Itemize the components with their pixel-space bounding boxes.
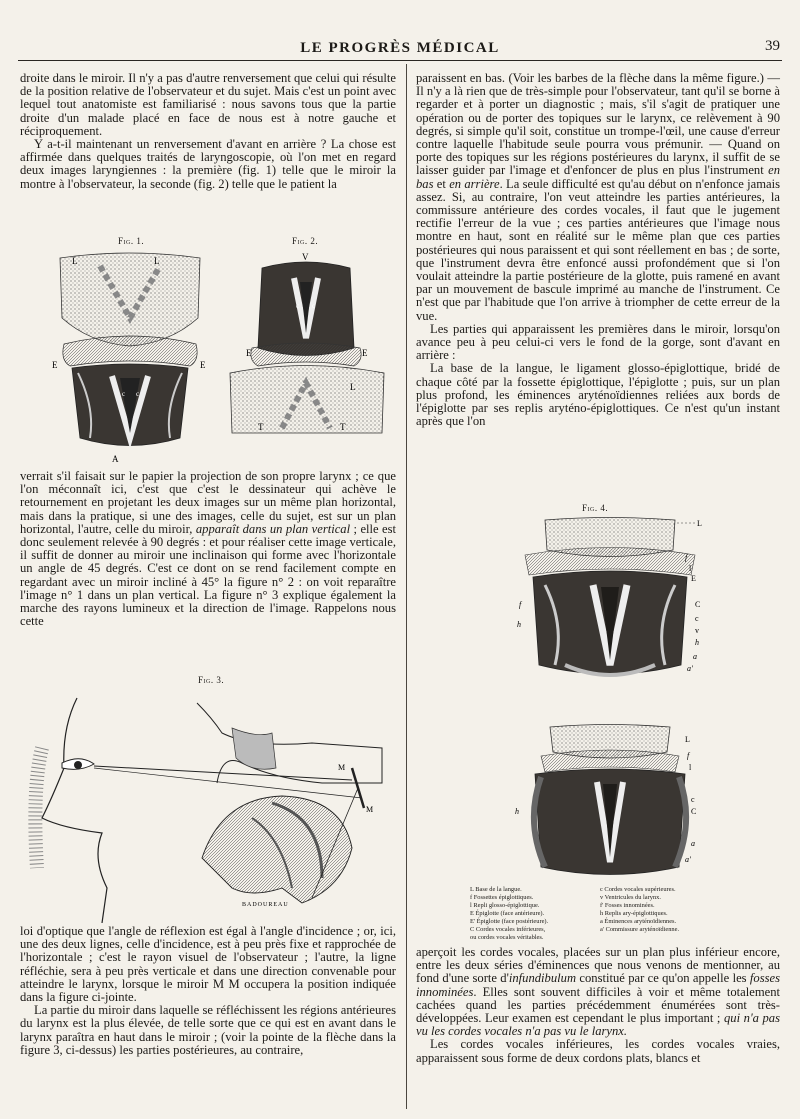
fig3-caption: Fig. 3. xyxy=(198,675,225,685)
fig-label: a' xyxy=(687,664,693,673)
legend-item: E Épiglotte (face antérieure). xyxy=(470,910,545,917)
figure-4-larynx-view-b xyxy=(505,722,720,882)
emphasis: en bas xyxy=(416,163,780,191)
fig-label: L xyxy=(350,382,356,392)
legend-item: ou cordes vocales véritables. xyxy=(470,934,544,941)
fig4-caption: Fig. 4. xyxy=(582,503,609,513)
emphasis: apparaît dans un plan vertical xyxy=(195,521,351,536)
emphasis: infundibulum xyxy=(508,971,577,986)
page-number: 39 xyxy=(765,38,780,54)
fig-label: L xyxy=(72,256,78,266)
fig-label: T xyxy=(258,422,264,432)
fig-label: h xyxy=(515,807,519,816)
journal-title: LE PROGRÈS MÉDICAL xyxy=(300,40,500,56)
paragraph: La base de la langue, le ligament glosso-épiglottique, bridé de chaque côté par la fossette épiglottique, l'épiglotte ; puis, sur un plan plus profond, les éminences aryténoïdiennes reliées aux bords de l'épiglotte par ses replis aryténo-épiglottiques. Ce n'est qu'un instant après que l'on xyxy=(416,361,780,429)
legend-item: h Replis ary-épiglottiques. xyxy=(600,910,668,917)
fig-label: c xyxy=(136,390,140,398)
fig-label: f xyxy=(687,751,690,760)
fig-label: v xyxy=(695,626,699,635)
legend-left-column xyxy=(470,886,548,942)
fig-label: f xyxy=(519,600,522,609)
paragraph: aperçoit les cordes vocales, placées sur un plan plus inférieur encore, entre les deux séries d'éminences que nous venons de mentionner, au fond d'une sorte d'infundibulum constitué par ce qu'on appelle les fosses innominées. Elles sont souvent difficiles à voir et même totalement cachées quand les parties précédemment énumérées sont très-développées. Leur examen est cependant le plus important ; qui n'a pas vu les cordes vocales n'a pas vu le larynx. xyxy=(416,945,781,1039)
fig-label: M xyxy=(366,805,374,814)
fig-label: c xyxy=(312,302,316,310)
paragraph: Y a-t-il maintenant un renversement d'avant en arrière ? La chose est affirmée dans quelques traités de laryngoscopie, où l'on met en regard deux images laryngiennes : la première (fig. 1) telle que le miroir la montre à l'observateur, la seconde (fig. 2) telle que le patient la xyxy=(20,137,396,191)
fig-label: L xyxy=(697,519,702,528)
right-column-top xyxy=(416,72,780,428)
legend-item: f' Fosses innominées. xyxy=(600,902,655,909)
fig1-caption: Fig. 1. xyxy=(118,236,145,246)
figure-1-laryngeal-image xyxy=(50,248,210,468)
fig-label: l xyxy=(689,763,692,772)
right-column-bottom xyxy=(416,946,780,1065)
fig-label: c xyxy=(691,795,695,804)
legend-item: a' Commissure aryténoïdienne. xyxy=(600,926,680,933)
fig-label: a xyxy=(691,839,695,848)
paragraph: Les parties qui apparaissent les premières dans le miroir, lorsqu'on avance peu à peu celui-ci vers le fond de la gorge, sont d'avant en arrière : xyxy=(416,321,780,363)
fig-label: c xyxy=(695,614,699,623)
engraver-signature: BADOUREAU xyxy=(242,902,289,908)
fig-label: L xyxy=(685,735,690,744)
fig-label: h xyxy=(695,638,699,647)
fig-label: c xyxy=(122,390,126,398)
emphasis: fosses innominées xyxy=(416,971,781,999)
left-column-bottom xyxy=(20,925,396,1057)
paragraph: Les cordes vocales inférieures, les cordes vocales vraies, apparaissent sous forme de deux cordons plats, blancs et xyxy=(416,1037,780,1065)
fig-label: E xyxy=(200,360,206,370)
figure-4-larynx-view-a xyxy=(505,515,720,690)
fig-label: l xyxy=(689,564,692,573)
paragraph: droite dans le miroir. Il n'y a pas d'autre renversement que celui qui résulte de la position relative de l'observateur et du sujet. Mais c'est un point avec lequel tout anatomiste est familiarisé : nous savons tous que la partie droite d'un malade placé en face de nous est à notre gauche et réciproquement. xyxy=(20,71,396,138)
figure-3-laryngoscopy-optics xyxy=(22,688,392,923)
legend-right-column xyxy=(600,886,679,934)
fig-label: h xyxy=(517,620,521,629)
legend-item: L Base de la langue. xyxy=(470,886,522,893)
emphasis: en arrière xyxy=(449,176,500,191)
fig-label: a' xyxy=(685,855,691,864)
fig-label: C xyxy=(695,600,701,609)
left-column-middle xyxy=(20,470,396,628)
fig-label: L xyxy=(154,256,160,266)
fig-label: T xyxy=(340,422,346,432)
emphasis: qui n'a pas vu les cordes vocales n'a pas vu le larynx. xyxy=(416,1011,781,1039)
fig-label: c xyxy=(296,302,300,310)
figure-2-projection-image xyxy=(222,248,392,438)
legend-item: l Repli glosso-épiglottique. xyxy=(470,902,540,909)
paragraph: paraissent en bas. (Voir les barbes de la flèche dans la même figure.) — Il n'y a là rien que de très-simple pour l'observateur, tant qu'il se borne à regarder et à porter un diagnostic ; mais, s'il s'agit de pratiquer une opération ou de porter des topiques sur le larynx, ce relèvement à 90 degrés, si simple qu'il soit, constitue un trompe-l'œil, une cause d'erreur contre laquelle l'habitude seule pourra vous prémunir. — Quand on porte des topiques sur les régions postérieures du larynx, il suffit de se laisser guider par l'image et d'enfoncer de plus en plus l'instrument en bas et en arrière. La seule difficulté est qu'au début on n'enfonce jamais assez. Si, au contraire, l'on veut atteindre les parties antérieures, la commissure antérieure des cordes vocales, il faut que le jugement rectifie l'erreur de la vue ; ces parties antérieures que l'image nous montre en haut, sont en réalité sur le même plan que ces parties postérieures qui nous paraissent et qui sont réellement en bas ; de sorte, que l'instrument devra être enfoncé aussi profondément que si l'on voulait atteindre la partie postérieure de la glotte, puis ramené en avant par un mouvement de bascule imprimé au manche de l'instrument. Ce n'est que par l'habitude que l'on arrive à triompher de cette erreur de la vue. xyxy=(416,71,780,323)
fig2-caption: Fig. 2. xyxy=(292,236,319,246)
fig-label: f xyxy=(685,553,688,562)
paragraph: La partie du miroir dans laquelle se réfléchissent les régions antérieures du larynx est la plus élevée, de telle sorte que ce qui est en avant dans le larynx paraîtra en haut dans le miroir ; (voir la pointe de la flèche dans la figure 3, ci-dessus) les parties postérieures, au contraire, xyxy=(20,1003,396,1057)
legend-item: c Cordes vocales supérieures. xyxy=(600,886,676,893)
left-column-top xyxy=(20,72,396,191)
fig-label: a xyxy=(693,652,697,661)
running-header xyxy=(18,36,782,61)
legend-item: E' Épiglotte (face postérieure). xyxy=(470,918,549,925)
fig-label: V xyxy=(302,252,309,262)
legend-item: f Fossettes épiglottiques. xyxy=(470,894,534,901)
paragraph: loi d'optique que l'angle de réflexion est égal à l'angle d'incidence ; or, ici, une des deux lignes, celle d'incidence, est à peu près fixe et rapprochée de l'horizontale ; c'est le rayon visuel de l'observateur ; l'autre, la ligne réfléchie, sera à peu près verticale et dans une direction convenable pour atteindre le larynx, lorsque le miroir M M occupera la position indiquée dans la figure ci-jointe. xyxy=(20,924,396,1005)
column-divider xyxy=(406,64,407,1109)
fig-label: E xyxy=(691,574,696,583)
fig-label: M xyxy=(338,763,346,772)
legend-item: C Cordes vocales inférieures, xyxy=(470,926,546,933)
fig-label: C xyxy=(691,807,697,816)
legend-item: v Ventricules du larynx. xyxy=(600,894,661,901)
fig-label: A xyxy=(112,454,119,464)
paragraph: verrait s'il faisait sur le papier la projection de son propre larynx ; ce que l'on méconnaît ici, c'est que c'est le dessinateur qui achève le retournement en projetant les deux images sur un même plan horizontal, mais dans la pratique, si une des images, celle du sujet, est sur un plan horizontal, l'autre, celle du miroir, apparaît dans un plan vertical ; elle est donc seulement relevée à 90 degrés : et pour réaliser cette image verticale, il suffit de donner au miroir une inclinaison qui forme avec l'horizontale un angle de 45 degrés. C'est ce dont on se rend facilement compte en regardant avec un miroir incliné à 45° la figure n° 2 : on voit reparaître l'image n° 1 dans un plan vertical. La figure n° 3 explique également la marche des rayons lumineux et la direction de l'image. Rappelons nous cette xyxy=(20,469,397,629)
legend-item: a Éminences aryténoïdiennes. xyxy=(600,918,677,925)
fig-label: E xyxy=(246,348,252,358)
fig-label: E xyxy=(52,360,58,370)
fig-label: E xyxy=(362,348,368,358)
